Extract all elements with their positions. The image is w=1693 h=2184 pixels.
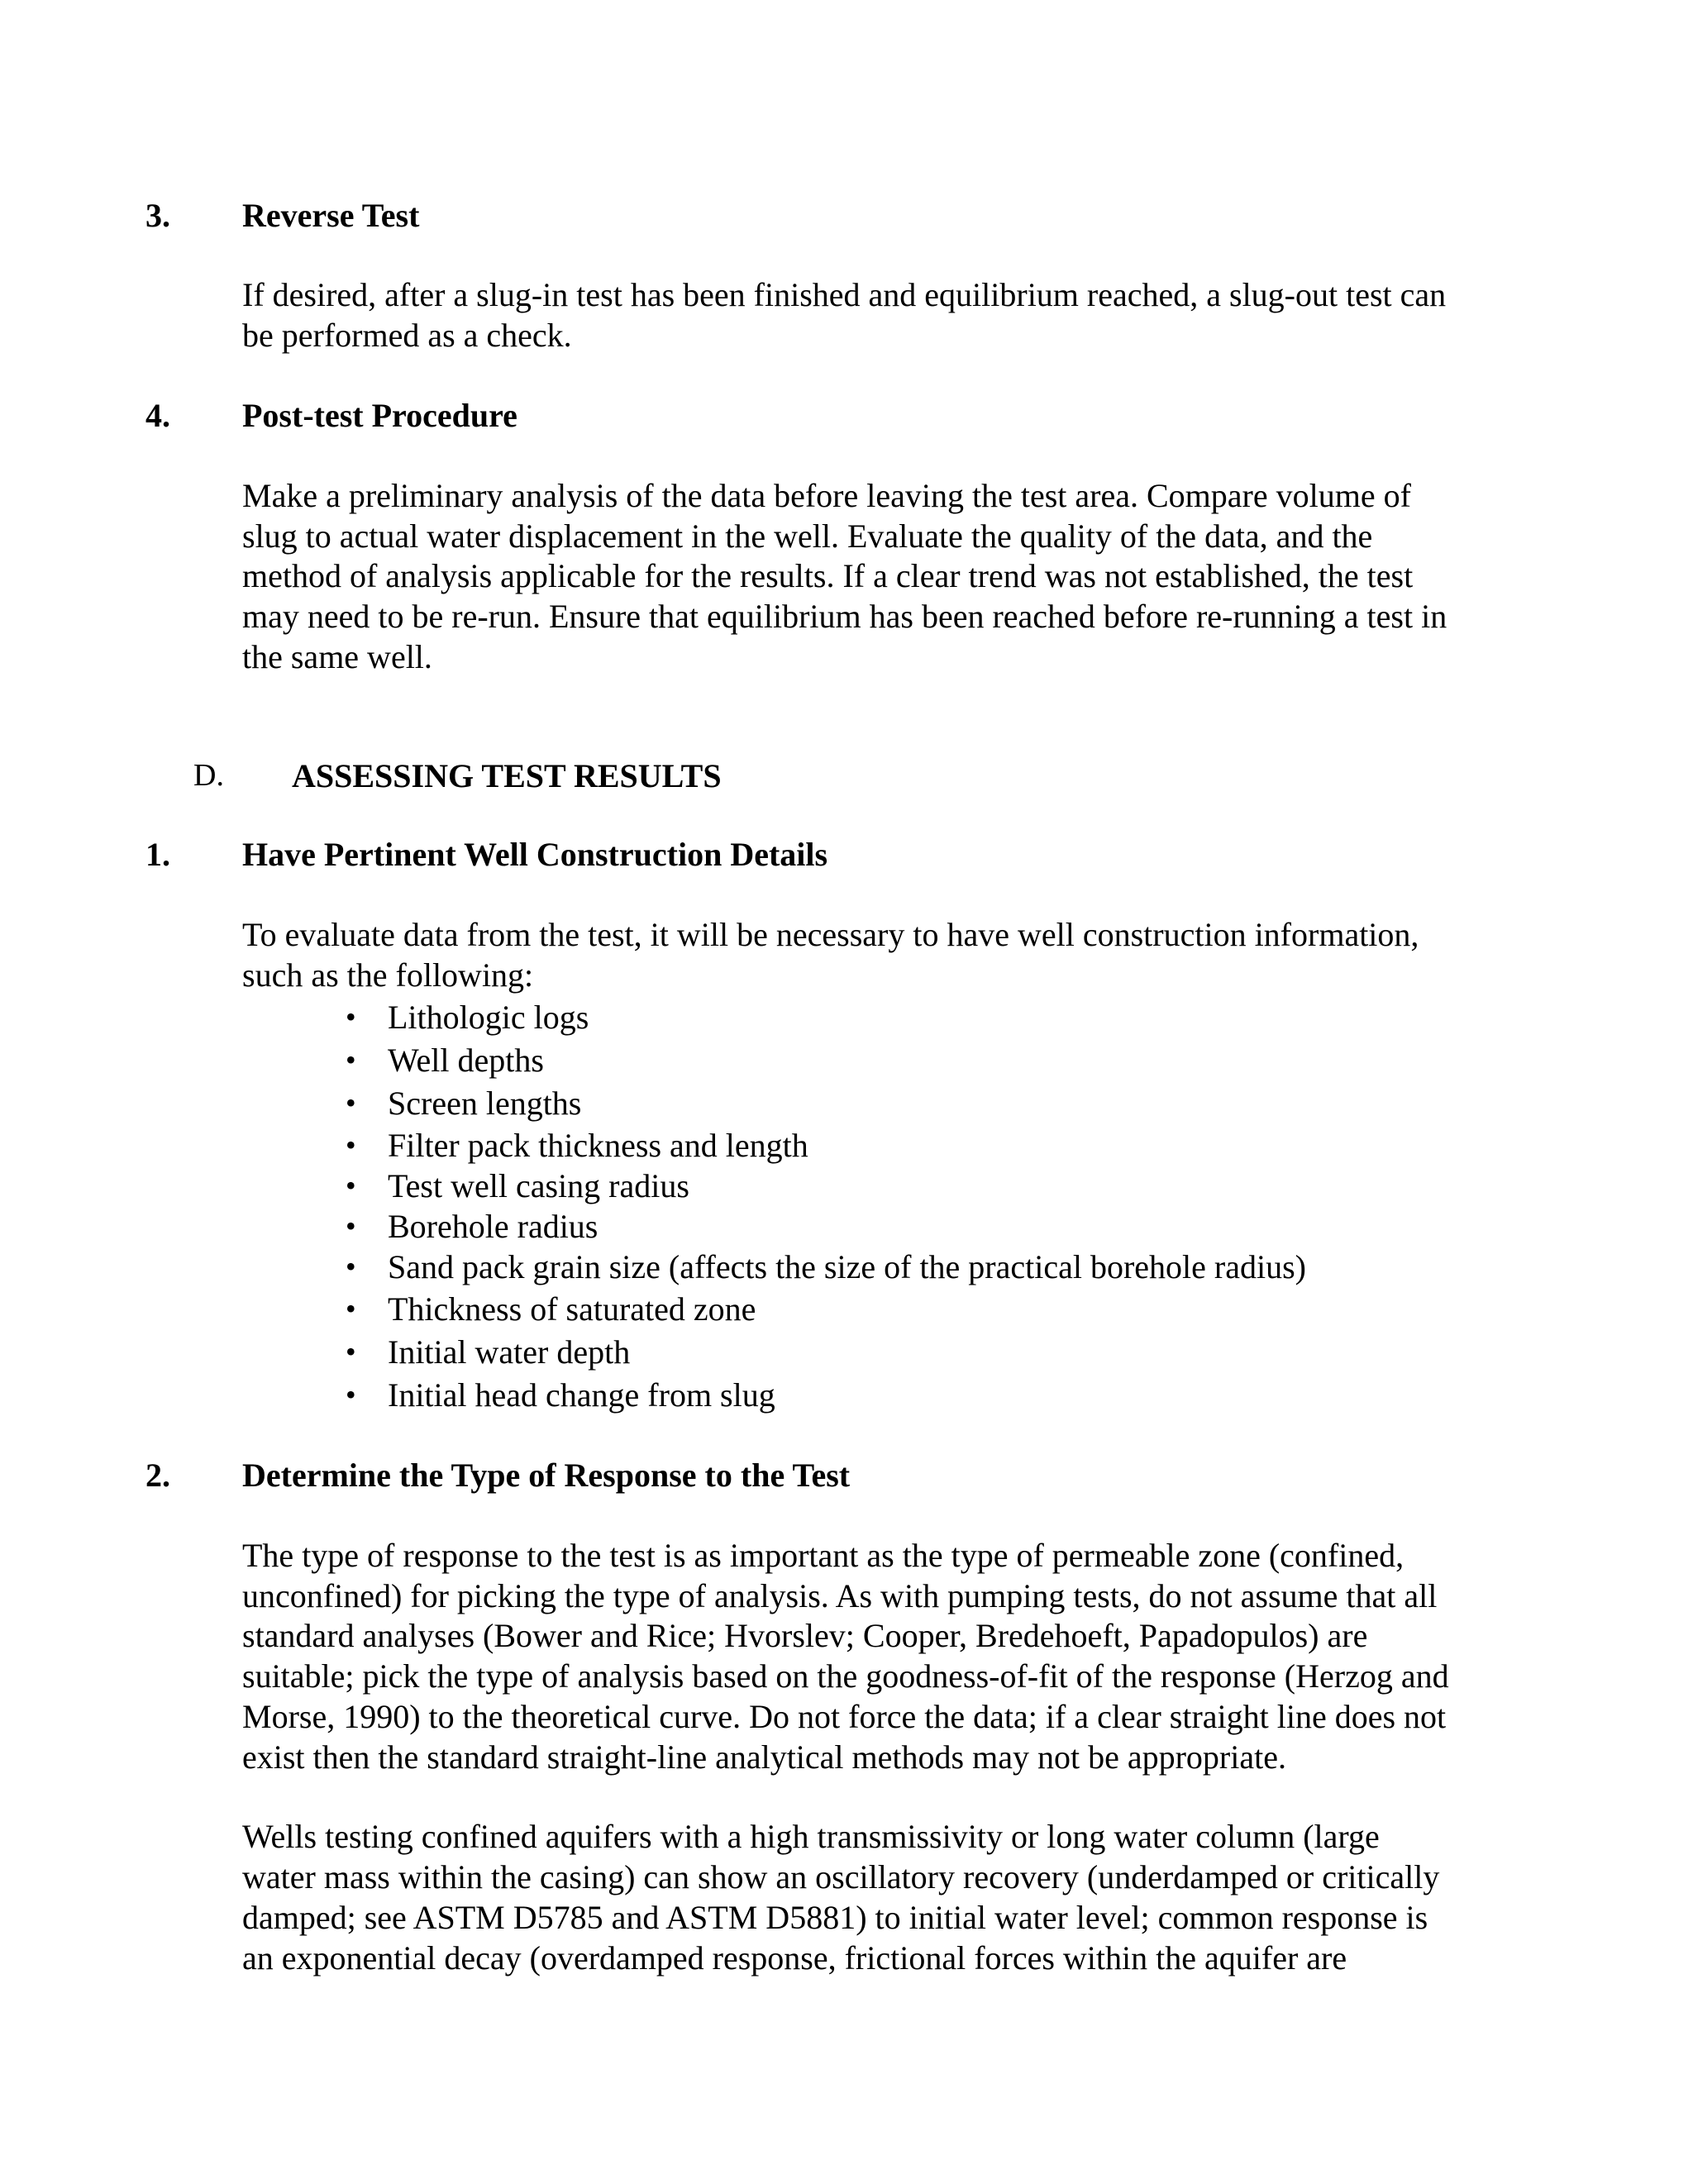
- section-4-text-line: may need to be re-run. Ensure that equilibrium has been reached before re-running a test in: [242, 598, 1447, 635]
- list-item: Borehole radius: [388, 1208, 599, 1245]
- section-d-letter: D.: [193, 758, 224, 793]
- section-2-text-line: The type of response to the test is as important as the type of permeable zone (confined,: [242, 1537, 1404, 1574]
- list-item: Initial head change from slug: [388, 1376, 775, 1414]
- bullet-icon: •: [346, 1086, 356, 1119]
- section-2-text-line: suitable; pick the type of analysis based on the goodness-of-fit of the response (Herzog and: [242, 1657, 1449, 1695]
- section-4-text-line: method of analysis applicable for the results. If a clear trend was not established, the test: [242, 557, 1414, 594]
- list-item: Screen lengths: [388, 1085, 582, 1122]
- bullet-icon: •: [346, 1169, 356, 1202]
- section-2-text-line: Wells testing confined aquifers with a high transmissivity or long water column (large: [242, 1818, 1380, 1855]
- section-4-number: 4.: [145, 397, 170, 434]
- section-3-number: 3.: [145, 197, 170, 234]
- section-1-text-line: To evaluate data from the test, it will be necessary to have well construction information,: [242, 916, 1419, 953]
- bullet-icon: •: [346, 1292, 356, 1325]
- list-item: Well depths: [388, 1042, 544, 1079]
- section-1-title: Have Pertinent Well Construction Details: [242, 836, 828, 873]
- section-1-text-line: such as the following:: [242, 956, 534, 994]
- section-2-text-line: damped; see ASTM D5785 and ASTM D5881) to initial water level; common response is: [242, 1899, 1428, 1936]
- bullet-icon: •: [346, 1128, 356, 1161]
- section-1-number: 1.: [145, 836, 170, 873]
- list-item: Filter pack thickness and length: [388, 1127, 808, 1164]
- section-4-text-line: Make a preliminary analysis of the data before leaving the test area. Compare volume of: [242, 477, 1411, 514]
- list-item: Test well casing radius: [388, 1167, 689, 1204]
- bullet-icon: •: [346, 1335, 356, 1368]
- section-d-title: ASSESSING TEST RESULTS: [292, 757, 722, 794]
- section-3-text-line: be performed as a check.: [242, 317, 572, 354]
- bullet-icon: •: [346, 1209, 356, 1242]
- section-2-text-line: water mass within the casing) can show an oscillatory recovery (underdamped or critically: [242, 1858, 1440, 1896]
- section-2-text-line: Morse, 1990) to the theoretical curve. Do not force the data; if a clear straight line does not: [242, 1698, 1447, 1735]
- list-item: Lithologic logs: [388, 999, 589, 1036]
- section-2-text-line: unconfined) for picking the type of analysis. As with pumping tests, do not assume that all: [242, 1577, 1438, 1614]
- section-2-text-line: an exponential decay (overdamped response, frictional forces within the aquifer are: [242, 1939, 1347, 1977]
- section-4-text-line: the same well.: [242, 638, 432, 675]
- section-4-text-line: slug to actual water displacement in the well. Evaluate the quality of the data, and the: [242, 517, 1373, 555]
- bullet-icon: •: [346, 1043, 356, 1076]
- bullet-icon: •: [346, 1378, 356, 1411]
- section-2-text-line: standard analyses (Bower and Rice; Hvorslev; Cooper, Bredehoeft, Papadopulos) are: [242, 1617, 1368, 1654]
- section-3-text-line: If desired, after a slug-in test has been finished and equilibrium reached, a slug-out test can: [242, 276, 1447, 313]
- bullet-icon: •: [346, 1250, 356, 1283]
- section-2-title: Determine the Type of Response to the Test: [242, 1457, 851, 1494]
- list-item: Thickness of saturated zone: [388, 1290, 756, 1328]
- list-item: Initial water depth: [388, 1333, 631, 1371]
- list-item: Sand pack grain size (affects the size of the practical borehole radius): [388, 1248, 1306, 1285]
- section-2-text-line: exist then the standard straight-line analytical methods may not be appropriate.: [242, 1738, 1286, 1776]
- section-2-number: 2.: [145, 1457, 170, 1494]
- section-4-title: Post-test Procedure: [242, 397, 517, 434]
- section-3-title: Reverse Test: [242, 197, 420, 234]
- bullet-icon: •: [346, 1000, 356, 1033]
